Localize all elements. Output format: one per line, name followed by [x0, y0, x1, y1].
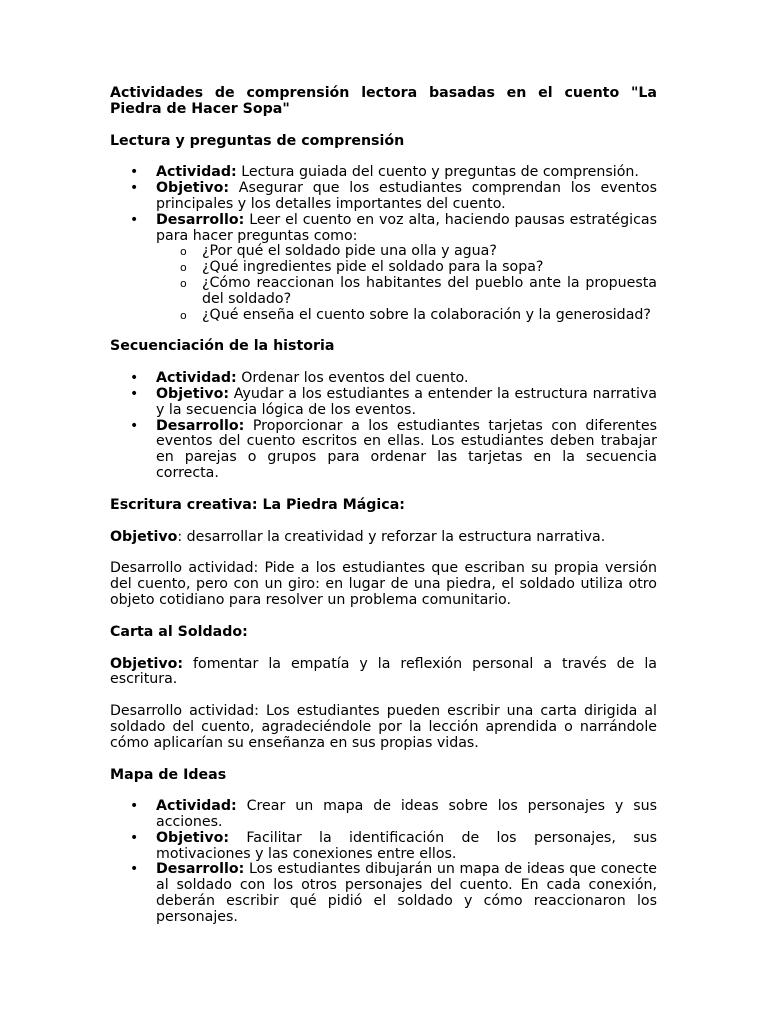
- list-item: [110, 165, 657, 181]
- section-heading-escritura: Escritura creativa: La Piedra Mágica:: [110, 496, 405, 513]
- question-text: ¿Cómo reaccionan los habitantes del pueblo ante la propuesta del soldado?: [202, 274, 657, 307]
- circle-bullet-icon: o: [180, 245, 187, 259]
- objective-label: Objetivo:: [110, 655, 184, 672]
- bullet-icon: •: [130, 180, 139, 197]
- question-list: [110, 244, 657, 323]
- section-heading-mapa: Mapa de Ideas: [110, 766, 227, 783]
- bullet-icon: •: [130, 211, 139, 228]
- list-item: [110, 213, 657, 245]
- list-item: [110, 419, 657, 482]
- item-label: Actividad:: [156, 798, 237, 815]
- objective-paragraph: [110, 530, 657, 546]
- bullet-icon: •: [130, 385, 139, 402]
- question-text: ¿Por qué el soldado pide una olla y agua?: [202, 243, 497, 260]
- bullet-icon: •: [130, 417, 139, 434]
- list-item: [110, 831, 657, 863]
- list-item: [110, 862, 657, 925]
- list-item: [110, 371, 657, 387]
- bullet-icon: •: [130, 829, 139, 846]
- item-label: Objetivo:: [156, 829, 230, 846]
- item-text: Crear un mapa de ideas sobre los personajes y sus acciones.: [156, 798, 657, 831]
- section-heading-lectura: Lectura y preguntas de comprensión: [110, 132, 405, 149]
- circle-bullet-icon: o: [180, 261, 187, 275]
- item-label: Desarrollo:: [156, 861, 245, 878]
- item-label: Actividad:: [156, 370, 237, 387]
- circle-bullet-icon: o: [180, 308, 187, 322]
- section-list-lectura: [110, 165, 657, 244]
- section-list-secuenciacion: [110, 371, 657, 482]
- item-text: Lectura guiada del cuento y preguntas de comprensión.: [236, 164, 639, 181]
- item-text: Asegurar que los estudiantes comprendan los eventos principales y los detalles importantes del cuento.: [156, 180, 657, 212]
- objective-paragraph: [110, 657, 657, 689]
- question-text: ¿Qué enseña el cuento sobre la colaboración y la generosidad?: [202, 306, 651, 323]
- development-paragraph: Desarrollo actividad: Pide a los estudiantes que escriban su propia versión del cuento, pero con un giro: en lugar de una piedra, el soldado utiliza otro objeto cotidiano para resolver un problema comunitario.: [110, 560, 657, 608]
- bullet-icon: •: [130, 370, 139, 387]
- objective-text: fomentar la empatía y la reflexión personal a través de la escritura.: [110, 655, 657, 688]
- objective-label: Objetivo: [110, 528, 178, 545]
- bullet-icon: •: [130, 798, 139, 815]
- item-label: Desarrollo:: [156, 417, 245, 434]
- item-text: Ayudar a los estudiantes a entender la estructura narrativa y la secuencia lógica de los eventos.: [156, 385, 657, 418]
- bullet-icon: •: [130, 164, 139, 181]
- section-heading-secuenciacion: Secuenciación de la historia: [110, 338, 335, 355]
- item-text: Proporcionar a los estudiantes tarjetas con diferentes eventos del cuento escritos en ellas. Los estudiantes deben trabajar en parejas o grupos para ordenar las tarjetas en la secuencia correcta.: [156, 417, 657, 481]
- question-item: [110, 244, 657, 260]
- bullet-icon: •: [130, 861, 139, 878]
- question-item: [110, 260, 657, 276]
- development-paragraph: Desarrollo actividad: Los estudiantes pueden escribir una carta dirigida al soldado del cuento, agradeciéndole por la lección aprendida o narrándole cómo aplicarían su enseñanza en sus propias vidas.: [110, 703, 657, 751]
- item-text: Ordenar los eventos del cuento.: [236, 370, 469, 387]
- objective-text: : desarrollar la creatividad y reforzar la estructura narrativa.: [177, 528, 606, 545]
- section-list-mapa: [110, 799, 657, 925]
- list-item: [110, 181, 657, 213]
- item-label: Actividad:: [156, 164, 237, 181]
- item-text: Leer el cuento en voz alta, haciendo pausas estratégicas para hacer preguntas como:: [156, 211, 657, 244]
- list-item: [110, 799, 657, 831]
- document-title: Actividades de comprensión lectora basadas en el cuento "La Piedra de Hacer Sopa": [110, 85, 657, 117]
- item-label: Objetivo:: [156, 180, 230, 197]
- section-heading-carta: Carta al Soldado:: [110, 623, 248, 640]
- question-item: [110, 276, 657, 308]
- item-label: Desarrollo:: [156, 211, 245, 228]
- item-text: Los estudiantes dibujarán un mapa de ideas que conecte al soldado con los otros personajes del cuento. En cada conexión, deberán escribir qué pidió el soldado y cómo reaccionaron los personajes.: [156, 861, 657, 925]
- circle-bullet-icon: o: [180, 276, 187, 290]
- question-text: ¿Qué ingredientes pide el soldado para la sopa?: [202, 259, 544, 276]
- item-text: Facilitar la identificación de los personajes, sus motivaciones y las conexiones entre ellos.: [156, 829, 657, 862]
- list-item: [110, 387, 657, 419]
- item-label: Objetivo:: [156, 385, 230, 402]
- document-body: [110, 86, 657, 942]
- question-item: [110, 308, 657, 324]
